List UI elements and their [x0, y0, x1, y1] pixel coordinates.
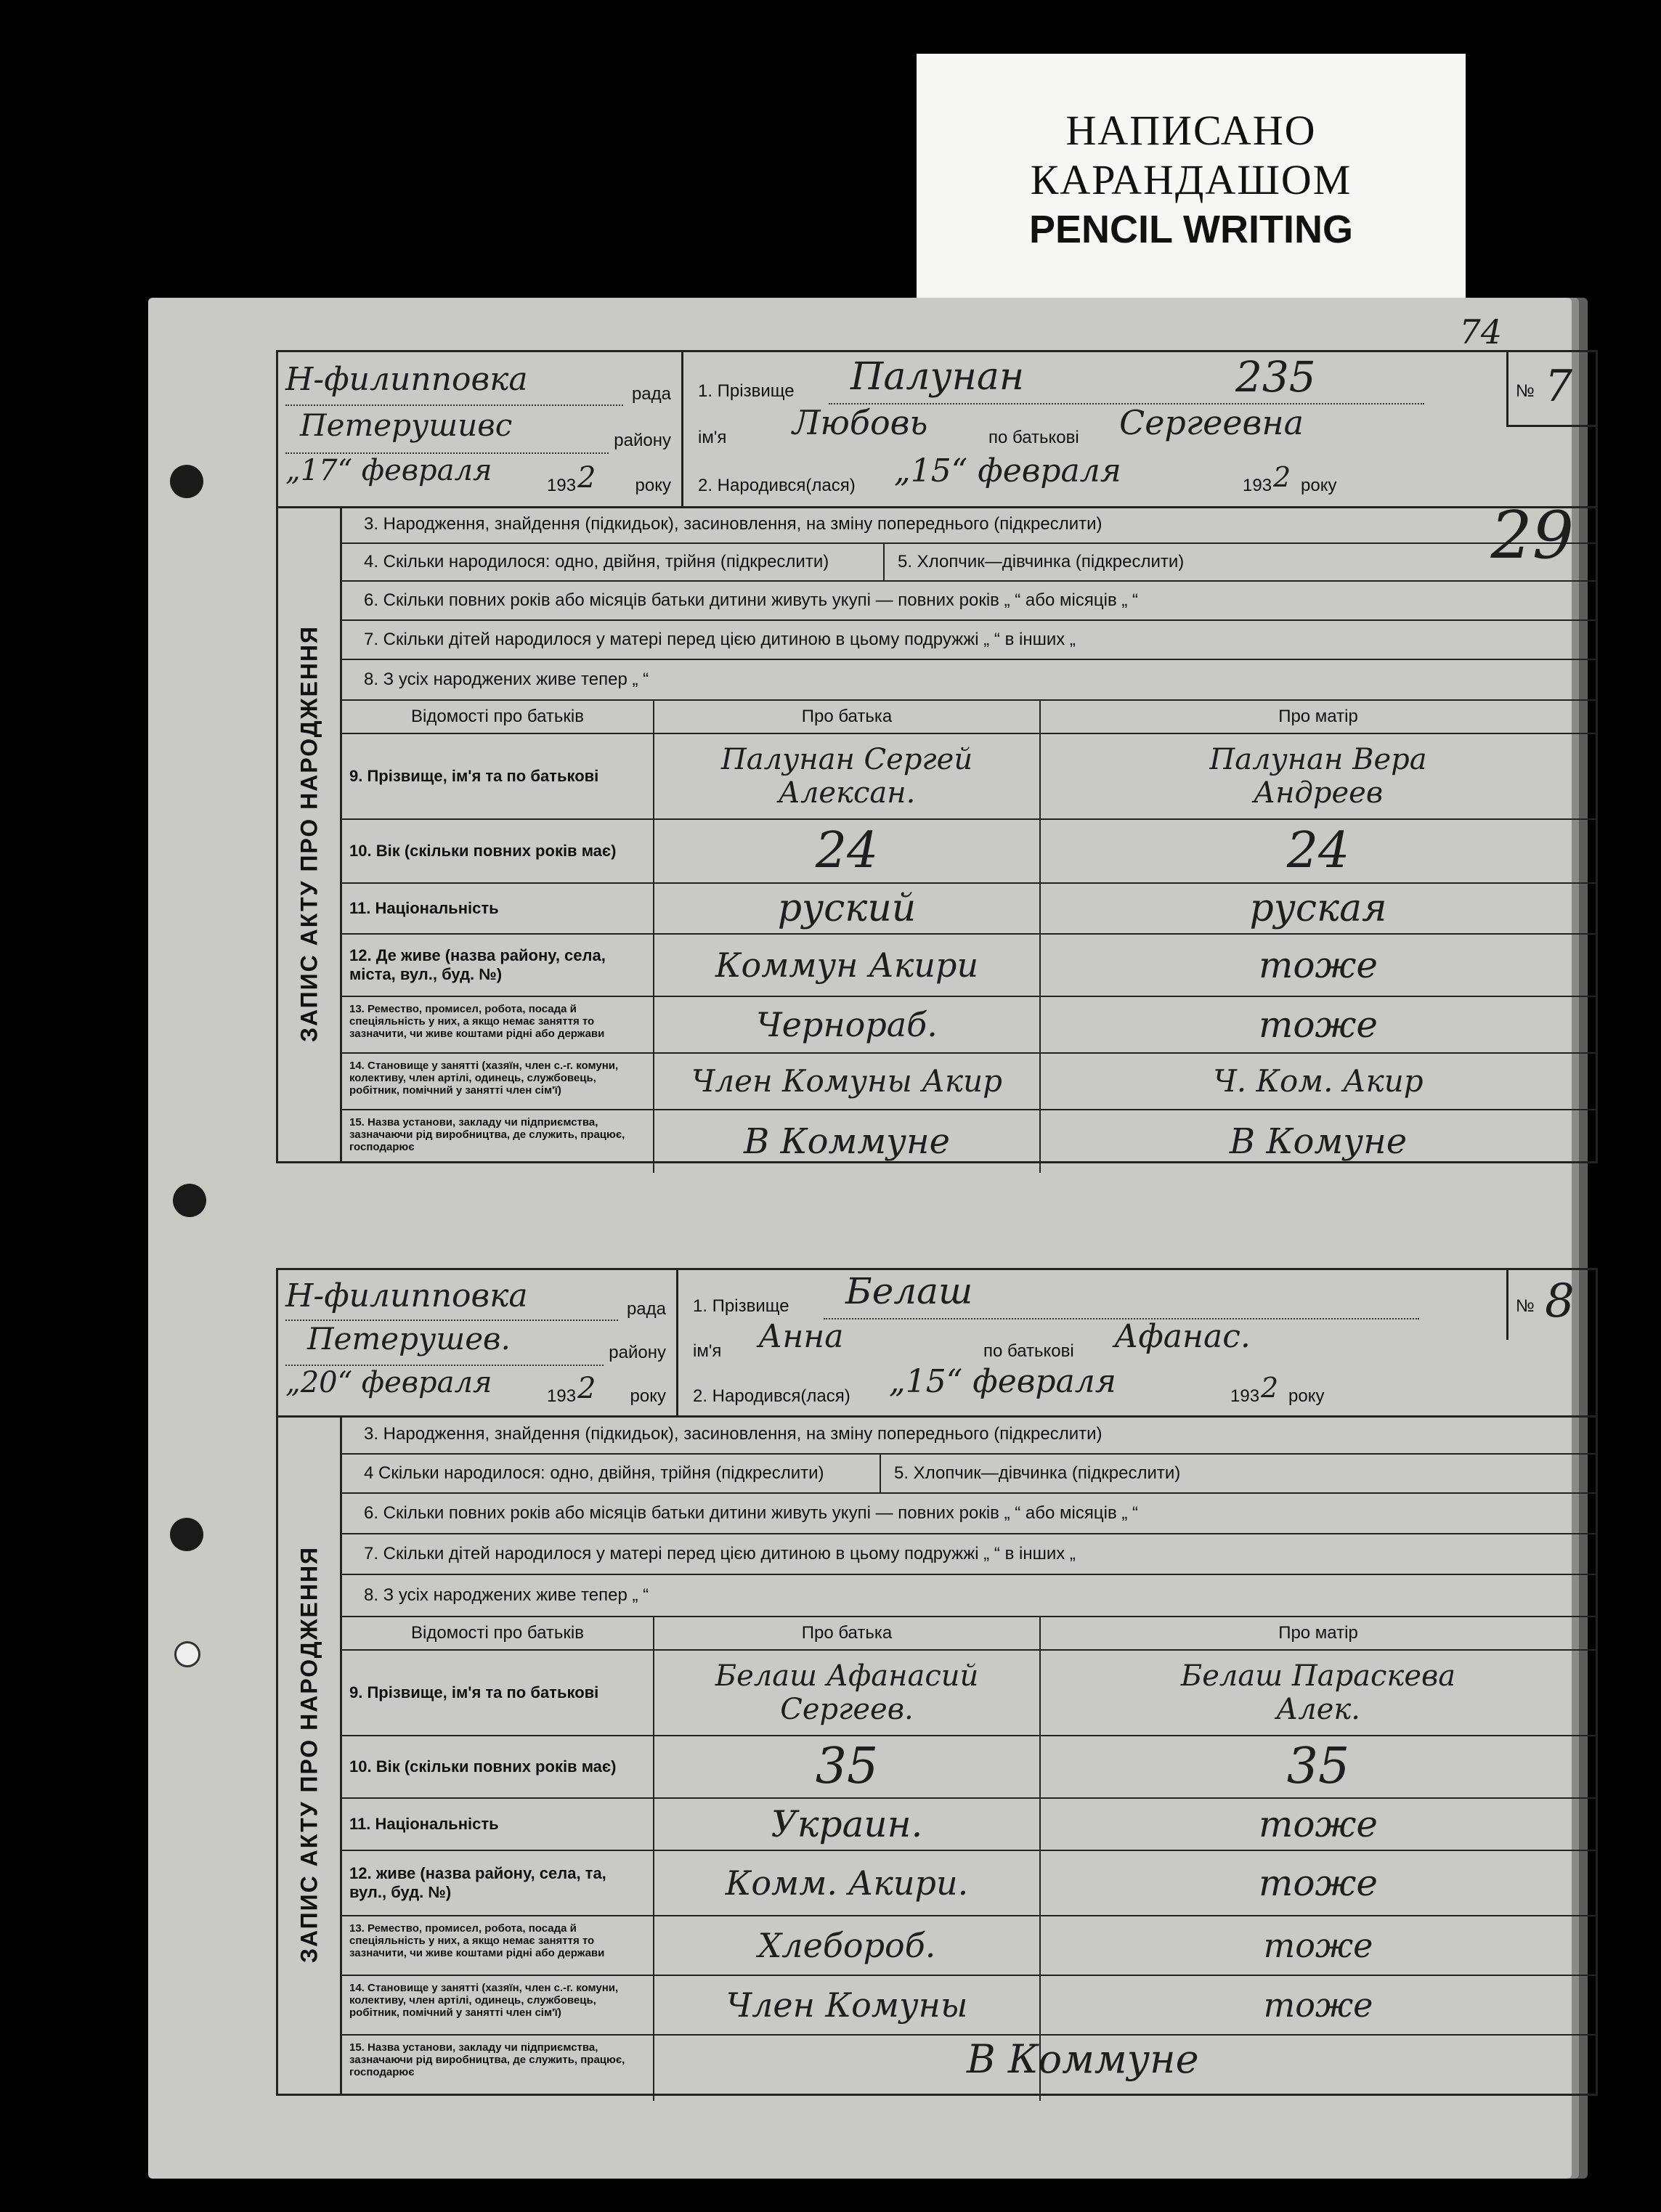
rec2-line-3: 3. Народження, знайдення (підкидьок), засиновлення, на зміну попереднього (підкреслити): [342, 1415, 1596, 1455]
rec2-r10-mother: 35: [1286, 1738, 1350, 1795]
rec1-r12-father: Коммун Акири: [715, 946, 979, 985]
rec1-r12-mother: тоже: [1259, 944, 1378, 986]
rec2-row-13: 13. Ремество, промисел, робота, посада й спеціяльність у них, а якщо немає заняття то зазначити, чи живе коштами рідні або держави Хлебороб. тоже: [342, 1916, 1596, 1976]
rec2-row-14: 14. Становище у занятті (хазяїн, член с.-г. комуни, колективу, член артілі, одинець, службовець, робітник, помічний у занятті член сім'ї) Член Комуны тоже: [342, 1976, 1596, 2036]
rec2-r15-span-hw: В Коммуне: [967, 2036, 1199, 2082]
rec1-row-15: 15. Назва установи, закладу чи підприємства, зазначаючи рід виробництва, де служить, працює, господарює В Коммуне В Комуне: [342, 1110, 1596, 1173]
rec1-born-rik: року: [1301, 476, 1337, 495]
rec1-surname-label: 1. Прізвище: [698, 381, 795, 401]
rec1-r11-father: руский: [777, 887, 917, 930]
rec1-rada-label: рада: [631, 384, 671, 404]
record-2: [276, 1268, 1598, 2096]
rec1-r14-mother: Ч. Ком. Акир: [1213, 1063, 1424, 1099]
rec1-surname-hw: Палунан: [850, 355, 1025, 399]
rec2-patronym-label: по батькові: [983, 1341, 1074, 1361]
rec2-r9-father: Белаш Афанасий Сергеев.: [715, 1659, 979, 1726]
punch-hole-2: [173, 1184, 206, 1217]
record-1: [276, 350, 1598, 1163]
rec1-num-hw: 7: [1545, 361, 1573, 412]
rec1-row-10: 10. Вік (скільки повних років має) 24 24: [342, 820, 1596, 884]
document-sheet: [148, 298, 1575, 2179]
rec2-line-8: 8. З усіх народжених живе тепер „ “: [364, 1585, 649, 1605]
rec2-name-label: ім'я: [693, 1341, 722, 1361]
rec2-row-9: 9. Прізвище, ім'я та по батькові Белаш Афанасий Сергеев. Белаш Параскева Алек.: [342, 1651, 1596, 1736]
rec1-number-box: [1506, 352, 1596, 427]
rec2-r14-mother: тоже: [1263, 1985, 1373, 2025]
rec1-born-label: 2. Народився(лася): [698, 476, 856, 495]
rec2-rada-label: рада: [626, 1299, 666, 1319]
rec1-line-7: 7. Скільки дітей народилося у матері перед цією дитиною в цьому подружжі „ “ в інших „: [342, 621, 1596, 660]
rec1-num-label: №: [1516, 381, 1535, 401]
rec2-rik-label: року: [630, 1386, 666, 1406]
label-line-1: НАПИСАНО: [1065, 107, 1317, 154]
rec1-patronym-label: по батькові: [988, 428, 1079, 447]
rec1-rada-hw: Н-филипповка: [285, 361, 528, 398]
rec1-born-year-prefix: 193: [1243, 476, 1272, 495]
rec1-r14-father: Член Комуны Акир: [691, 1063, 1003, 1099]
rec1-row-9: 9. Прізвище, ім'я та по батькові Палунан Сергей Алексан. Палунан Вера Андреев: [342, 734, 1596, 820]
rec1-line-3: 3. Народження, знайдення (підкидьок), засиновлення, на зміну попереднього (підкреслити): [342, 506, 1596, 544]
rec2-year-hw: 2: [577, 1372, 596, 1405]
rec1-line-4: 4. Скільки народилося: одно, двійня, трійня (підкреслити) 5. Хлопчик—дівчинка (підкреслити): [342, 544, 1596, 582]
rec2-line-4: 4 Скільки народилося: одно, двійня, трійня (підкреслити) 5. Хлопчик—дівчинка (підкреслити): [342, 1455, 1596, 1494]
rec2-date-hw: „20“ февраля: [285, 1366, 492, 1399]
rec1-r10-mother: 24: [1286, 822, 1350, 879]
rec2-r13-mother: тоже: [1263, 1926, 1373, 1965]
rec2-table-header: Відомості про батьків Про батька Про матір: [342, 1617, 1596, 1651]
rec2-r12-mother: тоже: [1259, 1862, 1378, 1904]
rec2-row-11: 11. Національність Украин. тоже: [342, 1799, 1596, 1851]
rec1-side-number-hw: 29: [1490, 497, 1574, 574]
rec2-row-15: 15. Назва установи, закладу чи підприємства, зазначаючи рід виробництва, де служить, працює, господарює В Коммуне: [342, 2036, 1596, 2101]
rec1-row-13: 13. Ремество, промисел, робота, посада й спеціяльність у них, а якщо немає заняття то зазначити, чи живе коштами рідні або держави Чернораб. тоже: [342, 997, 1596, 1054]
record-1-header-left: [278, 352, 683, 506]
rec1-year-hw: 2: [577, 461, 596, 495]
rec2-rayon-hw: Петерушев.: [307, 1321, 511, 1357]
rec1-r9-mother: Палунан Вера Андреев: [1209, 743, 1427, 810]
rec2-surname-label: 1. Прізвище: [693, 1296, 789, 1316]
rec2-r13-father: Хлебороб.: [758, 1926, 936, 1965]
rec2-born-year-prefix: 193: [1230, 1386, 1260, 1406]
rec1-patronym-hw: Сергеевна: [1119, 403, 1304, 442]
rec2-body: [342, 1415, 1596, 2101]
archive-label-card: [917, 54, 1466, 298]
rec2-year-prefix: 193: [547, 1386, 577, 1406]
rec2-line-7: 7. Скільки дітей народилося у матері перед цією дитиною в цьому подружжі „ “ в інших „: [342, 1534, 1596, 1575]
rec2-born-rik: року: [1288, 1386, 1325, 1406]
record-1-header-mid: [683, 352, 1548, 506]
rec2-born-hw: „15“ февраля: [889, 1363, 1116, 1400]
rec2-born-label: 2. Народився(лася): [693, 1386, 850, 1406]
rec1-rayon-hw: Петерушивс: [300, 407, 513, 443]
rec1-parents-table: [342, 699, 1596, 1173]
rec1-r15-mother: В Комуне: [1229, 1121, 1408, 1162]
rec1-born-hw: „15“ февраля: [894, 452, 1121, 489]
rec1-body: [342, 506, 1596, 1173]
rec2-born-year-hw: 2: [1261, 1372, 1279, 1404]
rec2-r10-father: 35: [815, 1738, 879, 1795]
rec2-row-10: 10. Вік (скільки повних років має) 35 35: [342, 1736, 1596, 1799]
rec2-num-hw: 8: [1545, 1274, 1575, 1328]
rec1-surname-extra-hw: 235: [1235, 352, 1316, 402]
rec1-rayon-label: району: [614, 431, 671, 450]
rec1-year-prefix: 193: [547, 476, 577, 495]
rec2-num-label: №: [1516, 1296, 1535, 1316]
rec2-rada-hw: Н-филипповка: [285, 1277, 528, 1314]
rec2-r12-father: Комм. Акири.: [725, 1863, 969, 1903]
rec1-name-label: ім'я: [698, 428, 727, 447]
record-2-header-mid: [678, 1270, 1543, 1415]
rec1-row-11: 11. Національність руский руская: [342, 884, 1596, 935]
rec2-line-6: 6. Скільки повних років або місяців батьки дитини живуть укупі — повних років „ “ або місяців „ “: [342, 1494, 1596, 1534]
rec2-patronym-hw: Афанас.: [1114, 1318, 1251, 1355]
rec1-r10-father: 24: [815, 822, 879, 879]
rec2-r14-father: Член Комуны: [726, 1985, 968, 2025]
rec2-side-title: [278, 1415, 342, 2094]
rec1-row-12: 12. Де живе (назва району, села, міста, вул., буд. №) Коммун Акири тоже: [342, 935, 1596, 997]
rec1-name-hw: Любовь: [792, 403, 928, 442]
rec1-rik-label: року: [635, 476, 671, 495]
rec1-r9-father: Палунан Сергей Алексан.: [720, 743, 973, 810]
rec2-r9-mother: Белаш Параскева Алек.: [1180, 1659, 1456, 1726]
record-2-header-left: [278, 1270, 678, 1415]
rec2-surname-hw: Белаш: [845, 1270, 973, 1312]
rec1-side-title-text: ЗАПИС АКТУ ПРО НАРОДЖЕННЯ: [296, 625, 322, 1043]
rec1-line-8: 8. З усіх народжених живе тепер „ “: [364, 670, 649, 689]
punch-hole-3: [170, 1518, 203, 1551]
rec1-row-14: 14. Становище у занятті (хазяїн, член с.-г. комуни, колективу, член артілі, одинець, службовець, робітник, помічний у занятті член сім'ї) Член Комуны Акир Ч. Ком. Акир: [342, 1054, 1596, 1110]
rec1-r13-father: Чернораб.: [756, 1005, 938, 1044]
punch-hole-1: [170, 465, 203, 498]
rec1-side-title: [278, 506, 342, 1161]
rec2-name-hw: Анна: [758, 1318, 844, 1355]
rec2-number-box: [1506, 1270, 1596, 1340]
rec1-born-year-hw: 2: [1273, 461, 1291, 493]
punch-hole-4: [174, 1641, 200, 1667]
rec1-line-6: 6. Скільки повних років або місяців батьки дитини живуть укупі — повних років „ “ або місяців „ “: [342, 582, 1596, 621]
rec2-rayon-label: району: [609, 1343, 666, 1362]
rec1-r13-mother: тоже: [1259, 1004, 1378, 1046]
rec1-date-hw: „17“ февраля: [285, 454, 492, 487]
label-line-2: КАРАНДАШОМ: [1030, 156, 1352, 203]
rec2-parents-table: [342, 1616, 1596, 2101]
rec2-row-12: 12. живе (назва району, села, та, вул., буд. №) Комм. Акири. тоже: [342, 1851, 1596, 1916]
rec2-r11-father: Украин.: [771, 1803, 923, 1845]
rec1-r11-mother: руская: [1249, 887, 1387, 930]
rec2-r11-mother: тоже: [1259, 1803, 1378, 1845]
page-number: 74: [1459, 312, 1502, 351]
rec2-side-title-text: ЗАПИС АКТУ ПРО НАРОДЖЕННЯ: [296, 1545, 322, 1964]
rec1-r15-father: В Коммуне: [743, 1121, 951, 1162]
label-line-3: PENCIL WRITING: [1028, 208, 1353, 251]
record-2-header: [278, 1270, 1596, 1418]
rec1-table-header: Відомості про батьків Про батька Про матір: [342, 701, 1596, 734]
